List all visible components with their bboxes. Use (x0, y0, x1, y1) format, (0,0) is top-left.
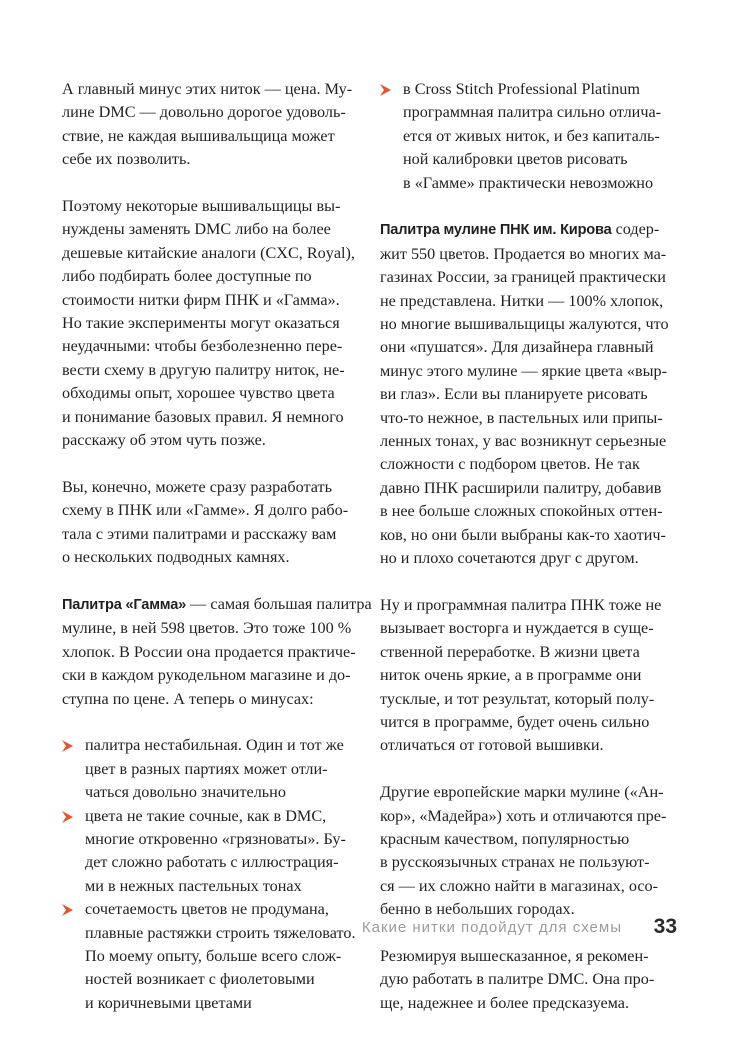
text-line: но и плохо сочетаются друг с другом. (380, 549, 639, 568)
text-line: и понимание базовых правил. Я немного (62, 407, 344, 426)
text-line: кор», «Мадейра») хоть и отличаются пре- (380, 806, 667, 825)
text-line: схему в ПНК или «Гамме». Я долго рабо- (62, 501, 349, 520)
text-line: дешевые китайские аналоги (CXC, Royal), (62, 243, 355, 262)
minus-list-continued (380, 78, 672, 195)
text-line: что-то нежное, в пастельных или припы- (380, 408, 663, 427)
text-line: Резюмируя вышесказанное, я рекомен- (380, 946, 649, 965)
list-item: цвета не такие сочные, как в DMC, многие откровенно «грязноваты». Бу- дет сложно работать с иллюстрация- ми в нежных пастельных тонах (62, 805, 352, 899)
text-line: себе их позволить. (62, 150, 191, 169)
text-line: ски в каждом рукодельном магазине и до- (62, 666, 351, 685)
paragraph-summary (380, 945, 672, 1015)
right-column (380, 78, 672, 1039)
text-line: Палитра «Гамма» — самая большая палитра (62, 594, 372, 613)
pnk-palette-heading: Палитра мулине ПНК им. Кирова (380, 222, 612, 239)
text-line: минус этого мулине — яркие цвета «выр- (380, 361, 667, 380)
text-line: вести схему в другую палитру ниток, не- (62, 360, 345, 379)
paragraph-pnk-software (380, 594, 672, 758)
paragraph-price (62, 78, 352, 172)
text-line: Вы, конечно, можете сразу разработать (62, 477, 332, 496)
paragraph-gamma-palette (62, 593, 372, 711)
text-line: Поэтому некоторые вышивальщицы вы- (62, 197, 341, 216)
paragraph-alternatives (62, 195, 355, 452)
text-line: лине DMC — довольно дорогое удоволь- (62, 103, 346, 122)
text-line: давно ПНК расширили палитру, добавив (380, 478, 662, 497)
paragraph-european-brands (380, 781, 672, 921)
text-line: ниток очень яркие, а в программе они (380, 666, 642, 685)
text-line: обходимы опыт, хорошее чувство цвета (62, 384, 335, 403)
page-footer (300, 915, 680, 945)
text-line: ся — их сложно найти в магазинах, осо- (380, 876, 659, 895)
text-line: мулине, в ней 598 цветов. Это тоже 100 % (62, 619, 352, 638)
text-line: стоимости нитки фирм ПНК и «Гамма». (62, 290, 340, 309)
text-line: расскажу об этом чуть позже. (62, 431, 266, 450)
gamma-palette-heading: Палитра «Гамма» (62, 596, 187, 613)
text-line: Но такие эксперименты могут оказаться (62, 314, 340, 333)
text-line: красным качеством, популярностью (380, 829, 630, 848)
text-line: в русскоязычных странах не пользуют- (380, 853, 650, 872)
text-line: тусклые, и тот результат, который полу- (380, 689, 655, 708)
text-line: А главный минус этих ниток — цена. Му- (62, 80, 353, 98)
text-line: тала с этими палитрами и расскажу вам (62, 524, 337, 543)
text-line: неудачными: чтобы безболезненно пере- (62, 337, 343, 356)
text-line: ствие, не каждая вышивальщица может (62, 126, 335, 145)
paragraph-pitfalls (62, 476, 352, 570)
text-line: Другие европейские марки мулине («Ан- (380, 783, 664, 802)
text-line: сложности с подбором цветов. Не так (380, 455, 640, 474)
text-line: ленных тонах, у вас возникнут серьезные (380, 432, 667, 451)
list-item: палитра нестабильная. Один и тот же цвет в разных партиях может отли- чаться довольно значительно (62, 734, 352, 804)
text-line: ви глаз». Если вы планируете рисовать (380, 385, 648, 404)
list-item: сочетаемость цветов не продумана, плавные растяжки строить тяжеловато. По моему опыту, больше всего слож- ностей возникает с фиолетовыми и коричневыми цветами (62, 898, 352, 1015)
text-line: газинах России, за границей практически (380, 268, 666, 287)
text-line: либо подбирать более доступные по (62, 267, 312, 286)
text-line: нуждены заменять DMC либо на более (62, 220, 331, 239)
text-line: но многие вышивальщицы жалуются, что (380, 315, 669, 334)
page-number: 33 (653, 915, 677, 938)
text-line: Палитра мулине ПНК им. Кирова содер- (380, 220, 660, 239)
text-line: о нескольких подводных камнях. (62, 548, 290, 567)
running-title: Какие нитки подойдут для схемы (361, 919, 622, 936)
text-line: ственной переработке. В жизни цвета (380, 642, 640, 661)
text-line: Ну и программная палитра ПНК тоже не (380, 595, 662, 614)
text-line: ступна по цене. А теперь о минусах: (62, 689, 314, 708)
text-line: бенно в небольших городах. (380, 900, 575, 919)
text-line: вызывает восторга и нуждается в суще- (380, 619, 654, 638)
paragraph-pnk-palette (380, 218, 672, 570)
text-line: хлопок. В России она продается практиче- (62, 642, 356, 661)
text-line: в нее больше сложных спокойных оттен- (380, 502, 663, 521)
text-line: жит 550 цветов. Продается во многих ма- (380, 244, 667, 263)
text-line: дую работать в палитре DMC. Она про- (380, 970, 655, 989)
text-line: ще, надежнее и более предсказуема. (380, 993, 630, 1012)
left-column (62, 78, 372, 1039)
text-line: они «пушатся». Для дизайнера главный (380, 338, 654, 357)
text-line: отличаться от готовой вышивки. (380, 736, 604, 755)
list-item: в Cross Stitch Professional Platinum программная палитра сильно отлича- ется от живых ниток, и без капиталь- ной калибровки цветов рисовать в «Гамме» практически невозможно (380, 78, 672, 195)
text-line: не представлена. Нитки — 100% хлопок, (380, 291, 664, 310)
text-line: чится в программе, будет очень сильно (380, 712, 650, 731)
minus-list (62, 734, 356, 1015)
text-line: ков, но они были выбраны как-то хаотич- (380, 525, 666, 544)
